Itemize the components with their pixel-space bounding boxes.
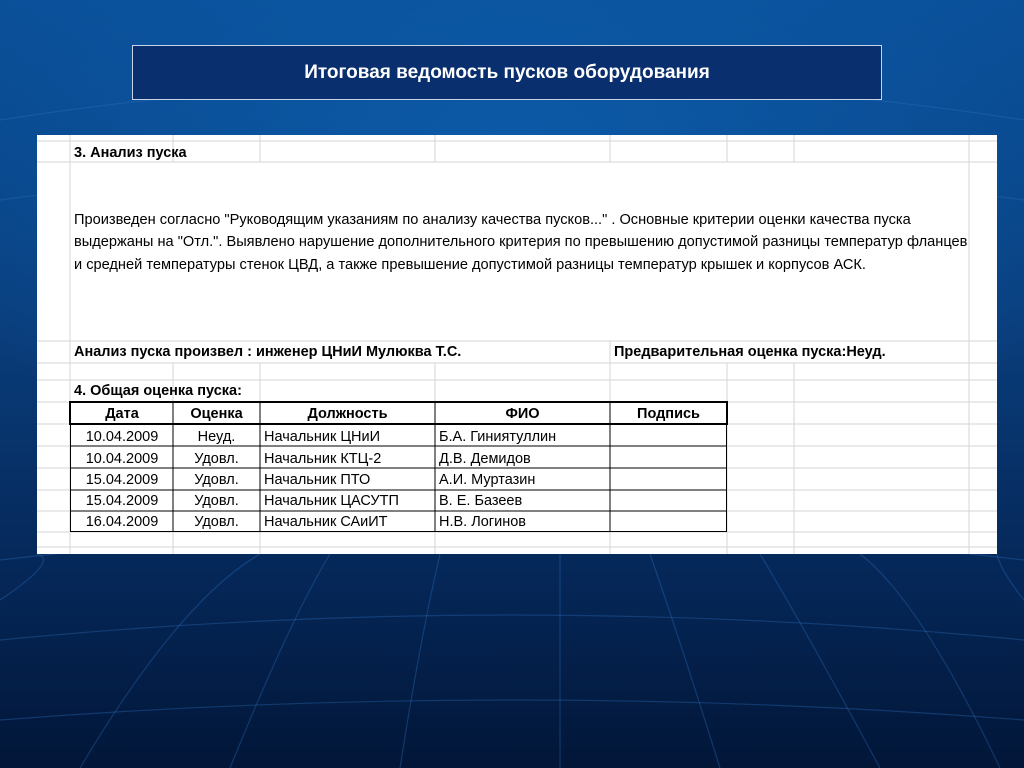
slide-title: Итоговая ведомость пусков оборудования	[304, 61, 710, 83]
row-5-date: 16.04.2009	[85, 514, 159, 530]
header-date: Дата	[105, 406, 139, 422]
row-3-date: 15.04.2009	[85, 472, 159, 488]
performed-by: Анализ пуска произвел : инженер ЦНиИ Мулюква Т.С.	[74, 344, 462, 360]
row-4-position: Начальник ЦАСУТП	[264, 493, 399, 509]
row-2-position: Начальник КТЦ-2	[264, 451, 382, 467]
row-1-position: Начальник ЦНиИ	[264, 429, 381, 445]
header-name: ФИО	[505, 406, 540, 422]
section-3-heading: 3. Анализ пуска	[74, 145, 187, 161]
row-3-name: А.И. Муртазин	[439, 472, 536, 488]
row-5-grade: Удовл.	[194, 514, 239, 530]
row-4-date: 15.04.2009	[85, 493, 159, 509]
header-signature: Подпись	[637, 406, 700, 422]
preliminary-grade: Предварительная оценка пуска:Неуд.	[614, 344, 886, 360]
header-grade: Оценка	[190, 406, 243, 422]
row-5-name: Н.В. Логинов	[439, 514, 526, 530]
row-5-position: Начальник САиИТ	[264, 514, 388, 530]
spreadsheet-snapshot	[37, 135, 997, 554]
row-4-grade: Удовл.	[194, 493, 239, 509]
analysis-paragraph: Произведен согласно "Руководящим указаниям по анализу качества пусков..." . Основные критерии оценки качества пуска выдержаны на "Отл.". Выявлено нарушение дополнительного критерия по превышению допустимой разницы температур фланцев и средней температуры стенок ЦВД, а также превышение допустимой разницы температур крышек и корпусов АСК.	[74, 212, 968, 273]
row-3-position: Начальник ПТО	[264, 472, 371, 488]
row-2-grade: Удовл.	[194, 451, 239, 467]
slide-title-box	[132, 45, 882, 100]
row-2-name: Д.В. Демидов	[439, 451, 531, 467]
section-4-heading: 4. Общая оценка пуска:	[74, 383, 242, 399]
row-1-name: Б.А. Гиниятуллин	[439, 429, 557, 445]
row-3-grade: Удовл.	[194, 472, 239, 488]
row-2-date: 10.04.2009	[85, 451, 159, 467]
row-1-date: 10.04.2009	[85, 429, 159, 445]
row-4-name: В. Е. Базеев	[439, 493, 523, 509]
header-position: Должность	[307, 406, 388, 422]
row-1-grade: Неуд.	[197, 429, 236, 445]
